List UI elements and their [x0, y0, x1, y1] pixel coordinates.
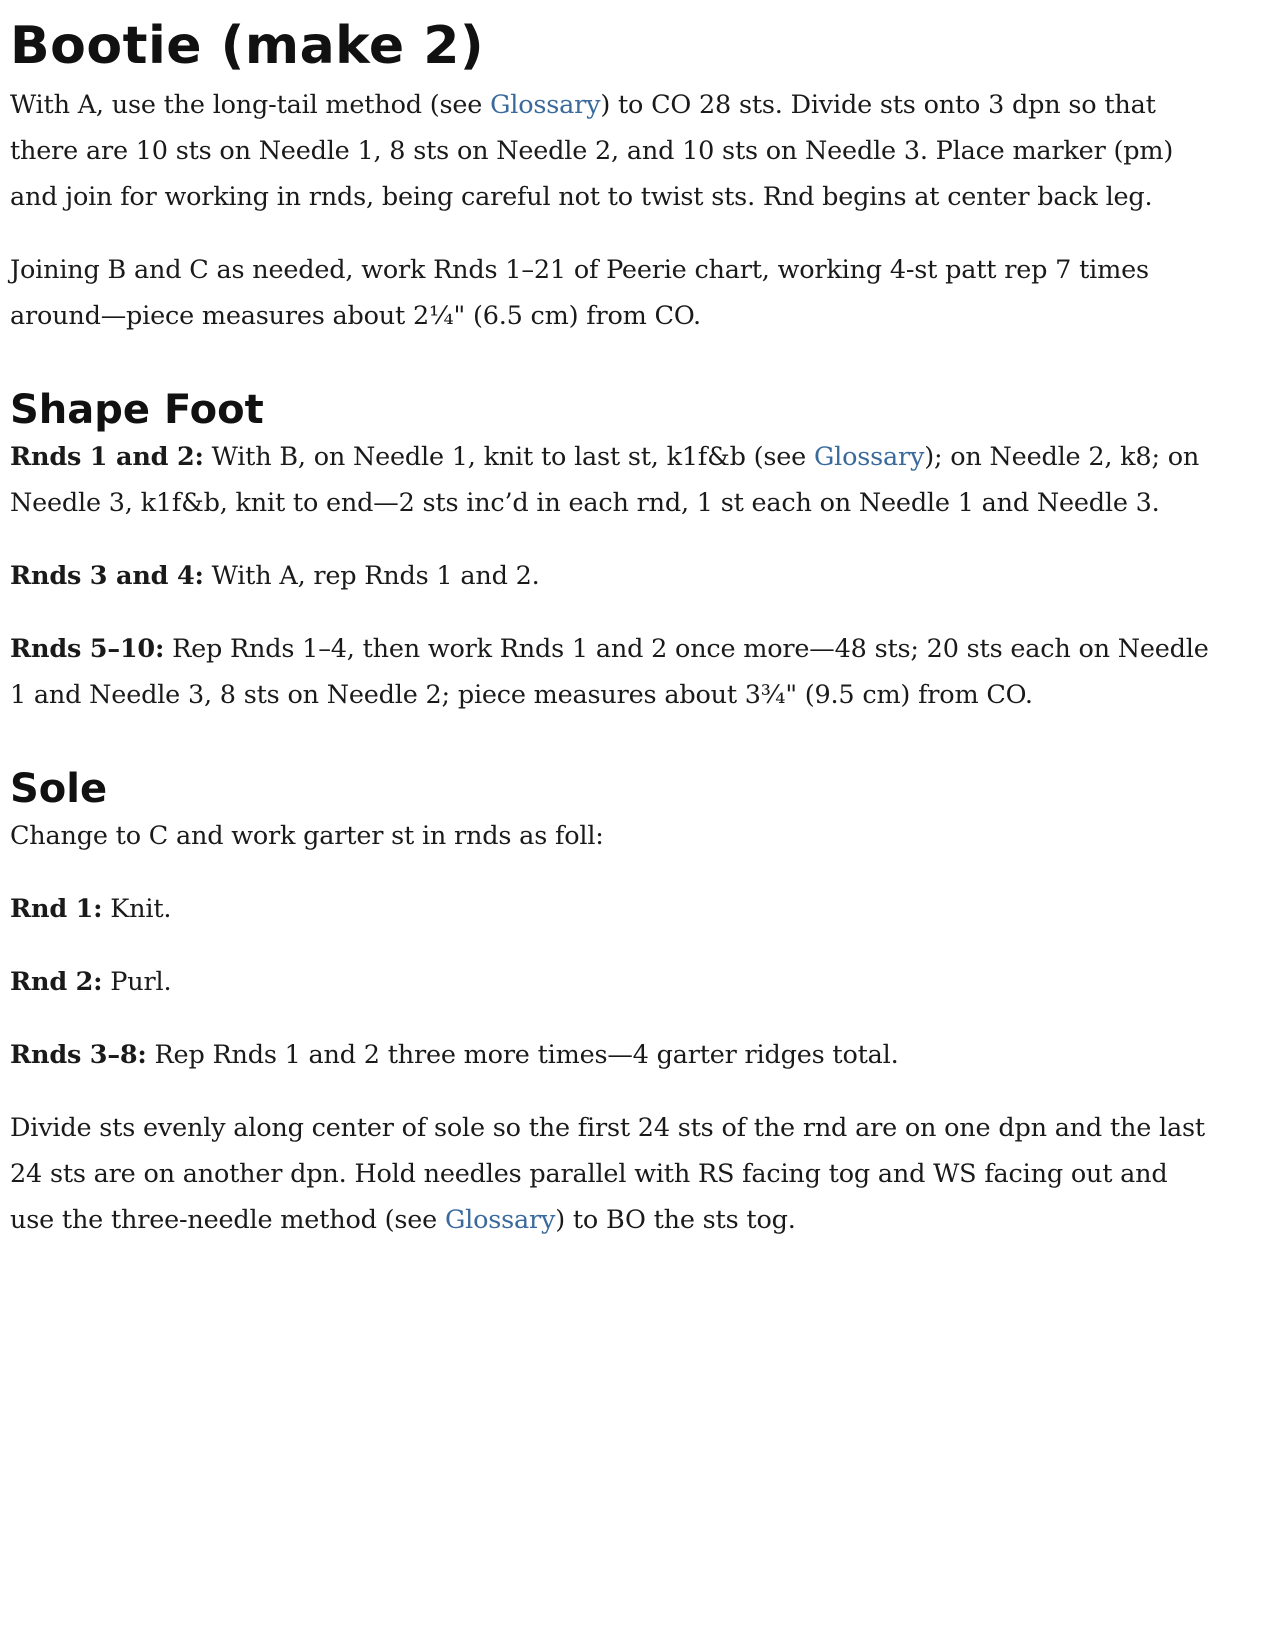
rnd-text-end: ); on Needle 2, k8; on Needle 3, k1f&b, knit to end—2 sts inc’d in each rnd, 1 st each on Needle 1 and Needle 3.: [10, 442, 1200, 518]
shape-foot-rnds-1-2: [10, 434, 1215, 526]
document-page: [10, 14, 1215, 1243]
rnd-label: Rnd 2:: [10, 967, 103, 997]
rnd-text-start: With B, on Needle 1, knit to last st, k1f&b (see: [203, 442, 814, 472]
sole-rnd-2: [10, 959, 1215, 1005]
rnd-label: Rnds 3 and 4:: [10, 561, 204, 591]
rnd-text: Rep Rnds 1 and 2 three more times—4 garter ridges total.: [146, 1040, 899, 1070]
rnd-text: Knit.: [102, 894, 172, 924]
intro-paragraph-2: Joining B and C as needed, work Rnds 1–21 of Peerie chart, working 4-st patt rep 7 times around—piece measures about 2¼" (6.5 cm) from CO.: [10, 255, 1149, 331]
rnd-text: Purl.: [102, 967, 172, 997]
intro-text-end: ) to CO 28 sts. Divide sts onto 3 dpn so that there are 10 sts on Needle 1, 8 sts on Needle 2, and 10 sts on Needle 3. Place marker (pm) and join for working in rnds, being careful not to twist sts. Rnd begins at center back leg.: [10, 90, 1174, 212]
rnd-text: Rep Rnds 1–4, then work Rnds 1 and 2 once more—48 sts; 20 sts each on Needle 1 and Needle 3, 8 sts on Needle 2; piece measures about 3¾" (9.5 cm) from CO.: [10, 634, 1209, 710]
section-heading-shape-foot: Shape Foot: [10, 387, 264, 433]
page-title: Bootie (make 2): [10, 16, 485, 76]
glossary-link[interactable]: Glossary: [813, 442, 925, 472]
rnd-label: Rnds 1 and 2:: [10, 442, 204, 472]
shape-foot-rnds-3-4: [10, 553, 1215, 599]
section-heading-sole: Sole: [10, 766, 108, 812]
glossary-link[interactable]: Glossary: [444, 1205, 556, 1235]
glossary-link[interactable]: Glossary: [490, 90, 601, 120]
intro-text-start: With A, use the long-tail method (see: [10, 90, 491, 120]
shape-foot-rnds-5-10: [10, 626, 1215, 718]
rnd-text: With A, rep Rnds 1 and 2.: [203, 561, 540, 591]
sole-final-paragraph: [10, 1105, 1215, 1243]
rnd-label: Rnds 5–10:: [10, 634, 165, 664]
final-text-end: ) to BO the sts tog.: [555, 1205, 796, 1235]
sole-intro: Change to C and work garter st in rnds as foll:: [10, 821, 604, 851]
rnd-label: Rnds 3–8:: [10, 1040, 147, 1070]
rnd-label: Rnd 1:: [10, 894, 103, 924]
final-text-start: Divide sts evenly along center of sole so the first 24 sts of the rnd are on one dpn and the last 24 sts are on another dpn. Hold needles parallel with RS facing tog and WS facing out and use the three-needle method (see: [10, 1113, 1205, 1235]
sole-rnds-3-8: [10, 1032, 1215, 1078]
intro-paragraph-1: [10, 82, 1215, 220]
sole-rnd-1: [10, 886, 1215, 932]
